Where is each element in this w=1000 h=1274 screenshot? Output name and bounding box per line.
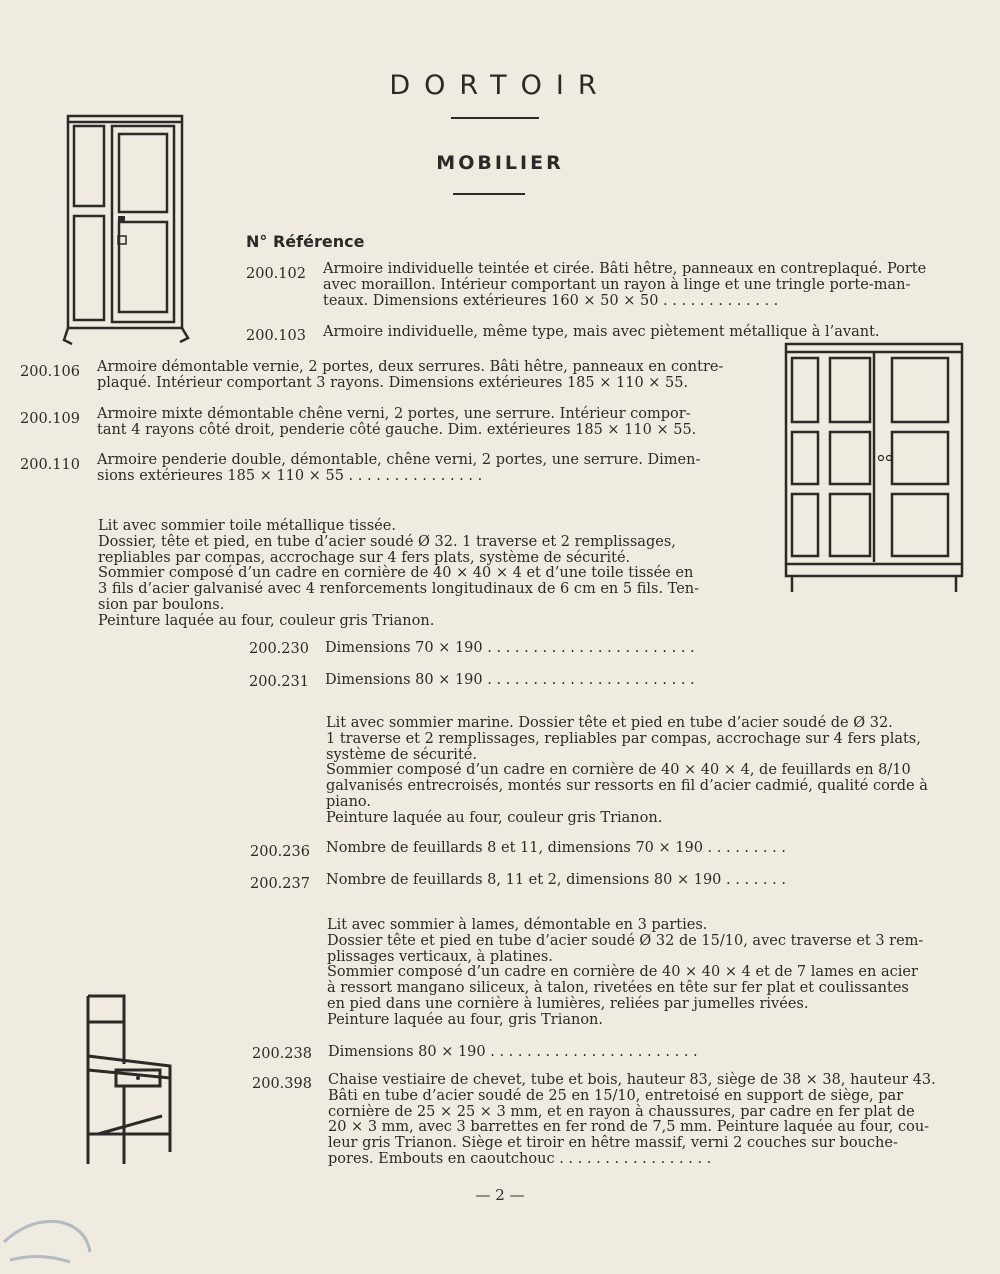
text-line: sions extérieures 185 × 110 × 55 . . . . . . . . . . . . . . . bbox=[97, 467, 483, 484]
item-200-103-description bbox=[323, 325, 973, 341]
bedside-chair-illustration bbox=[82, 994, 177, 1164]
text-line: Peinture laquée au four, gris Trianon. bbox=[327, 1011, 604, 1028]
text-line: avec moraillon. Intérieur comportant un rayon à linge et une tringle porte-man- bbox=[323, 276, 911, 293]
ref-200-398: 200.398 bbox=[252, 1076, 312, 1092]
text-line: Sommier composé d’un cadre en cornière de 40 × 40 × 4, de feuillards en 8/10 bbox=[326, 762, 911, 779]
item-200-102-description bbox=[323, 262, 973, 309]
ref-200-238: 200.238 bbox=[252, 1046, 312, 1062]
ref-200-106: 200.106 bbox=[20, 364, 80, 380]
ref-200-236: 200.236 bbox=[250, 844, 310, 860]
item-200-109-description bbox=[97, 407, 762, 439]
ref-200-230: 200.230 bbox=[249, 641, 309, 657]
ref-200-237-text: Nombre de feuillards 8, 11 et 2, dimensions 80 × 190 . . . . . . . bbox=[326, 872, 786, 888]
item-200-110-description bbox=[97, 453, 762, 485]
text-line: système de sécurité. bbox=[326, 746, 477, 763]
bed-toile-description bbox=[98, 519, 768, 630]
item-200-106-description bbox=[97, 360, 762, 392]
text-line: à ressort mangano siliceux, à talon, rivetées en tête sur fer plat et coulissantes bbox=[327, 980, 909, 997]
text-line: sion par boulons. bbox=[98, 596, 225, 613]
text-line: Bâti en tube d’acier soudé de 25 en 15/10, entretoisé en support de siège, par bbox=[328, 1087, 904, 1104]
text-line: cornière de 25 × 25 × 3 mm, et en rayon à chaussures, par cadre en fer plat de bbox=[328, 1103, 915, 1120]
text-line: Sommier composé d’un cadre en cornière de 40 × 40 × 4 et de 7 lames en acier bbox=[327, 964, 918, 981]
text-line: Peinture laquée au four, couleur gris Trianon. bbox=[98, 612, 435, 629]
text-line: 3 fils d’acier galvanisé avec 4 renforcements longitudinaux de 6 cm en 5 fils. Ten- bbox=[98, 581, 700, 598]
text-line: 20 × 3 mm, avec 3 barrettes en fer rond de 7,5 mm. Peinture laquée au four, cou- bbox=[328, 1119, 930, 1136]
subtitle-divider bbox=[453, 193, 525, 195]
bed-marine-description bbox=[326, 716, 981, 827]
ref-200-238-text: Dimensions 80 × 190 . . . . . . . . . . . . . . . . . . . . . . . bbox=[328, 1044, 698, 1060]
double-wardrobe-illustration bbox=[782, 340, 967, 598]
text-line: Armoire mixte démontable chêne verni, 2 portes, une serrure. Intérieur compor- bbox=[97, 406, 691, 422]
text-line: plaqué. Intérieur comportant 3 rayons. Dimensions extérieures 185 × 110 × 55. bbox=[97, 374, 689, 391]
text-line: galvanisés entrecroisés, montés sur ressorts en fil d’acier cadmié, qualité corde à bbox=[326, 778, 928, 795]
ref-200-110: 200.110 bbox=[20, 457, 80, 473]
section-subtitle: MOBILIER bbox=[436, 152, 564, 174]
text-line: Lit avec sommier toile métallique tissée. bbox=[98, 518, 396, 534]
title-divider bbox=[451, 117, 539, 119]
text-line: pores. Embouts en caoutchouc . . . . . . . . . . . . . . . . . bbox=[328, 1150, 712, 1167]
text-line: repliables par compas, accrochage sur 4 fers plats, système de sécurité. bbox=[98, 549, 631, 566]
text-line: Chaise vestiaire de chevet, tube et bois, hauteur 83, siège de 38 × 38, hauteur 43. bbox=[328, 1072, 936, 1088]
text-line: Sommier composé d’un cadre en cornière de 40 × 40 × 4 et d’une toile tissée en bbox=[98, 565, 694, 582]
text-line: plissages verticaux, à platines. bbox=[327, 948, 553, 965]
chair-description bbox=[328, 1073, 983, 1168]
ref-200-103: 200.103 bbox=[246, 328, 306, 344]
text-line: en pied dans une cornière à lumières, reliées par jumelles rivées. bbox=[327, 995, 809, 1012]
text-line: Peinture laquée au four, couleur gris Trianon. bbox=[326, 809, 663, 826]
ref-200-231: 200.231 bbox=[249, 674, 309, 690]
ref-200-236-text: Nombre de feuillards 8 et 11, dimensions 70 × 190 . . . . . . . . . bbox=[326, 840, 786, 856]
library-stamp bbox=[0, 1212, 96, 1272]
text-line: 1 traverse et 2 remplissages, repliables par compas, accrochage sur 4 fers plats, bbox=[326, 730, 921, 747]
ref-200-231-text: Dimensions 80 × 190 . . . . . . . . . . . . . . . . . . . . . . . bbox=[325, 672, 695, 688]
ref-200-237: 200.237 bbox=[250, 876, 310, 892]
text-line: Lit avec sommier marine. Dossier tête et pied en tube d’acier soudé de Ø 32. bbox=[326, 715, 893, 731]
text-line: Armoire penderie double, démontable, chêne verni, 2 portes, une serrure. Dimen- bbox=[97, 452, 701, 468]
text-line: Armoire individuelle, même type, mais avec piètement métallique à l’avant. bbox=[323, 324, 880, 340]
single-wardrobe-illustration bbox=[62, 112, 197, 352]
text-line: Lit avec sommier à lames, démontable en 3 parties. bbox=[327, 917, 708, 933]
text-line: piano. bbox=[326, 793, 371, 810]
text-line: Dossier, tête et pied, en tube d’acier soudé Ø 32. 1 traverse et 2 remplissages, bbox=[98, 533, 676, 550]
page-title: DORTOIR bbox=[389, 70, 611, 101]
ref-200-230-text: Dimensions 70 × 190 . . . . . . . . . . . . . . . . . . . . . . . bbox=[325, 640, 695, 656]
text-line: teaux. Dimensions extérieures 160 × 50 × 50 . . . . . . . . . . . . . bbox=[323, 292, 779, 309]
text-line: Armoire individuelle teintée et cirée. Bâti hêtre, panneaux en contreplaqué. Porte bbox=[323, 261, 927, 277]
text-line: Dossier tête et pied en tube d’acier soudé Ø 32 de 15/10, avec traverse et 3 rem- bbox=[327, 932, 924, 949]
text-line: tant 4 rayons côté droit, penderie côté gauche. Dim. extérieures 185 × 110 × 55. bbox=[97, 421, 697, 438]
text-line: leur gris Trianon. Siège et tiroir en hêtre massif, verni 2 couches sur bouche- bbox=[328, 1135, 898, 1152]
text-line: Armoire démontable vernie, 2 portes, deux serrures. Bâti hêtre, panneaux en contre- bbox=[97, 359, 724, 375]
page-number: — 2 — bbox=[475, 1186, 525, 1204]
ref-200-109: 200.109 bbox=[20, 411, 80, 427]
ref-200-102: 200.102 bbox=[246, 266, 306, 282]
reference-header: N° Référence bbox=[246, 232, 365, 251]
bed-lames-description bbox=[327, 918, 982, 1029]
